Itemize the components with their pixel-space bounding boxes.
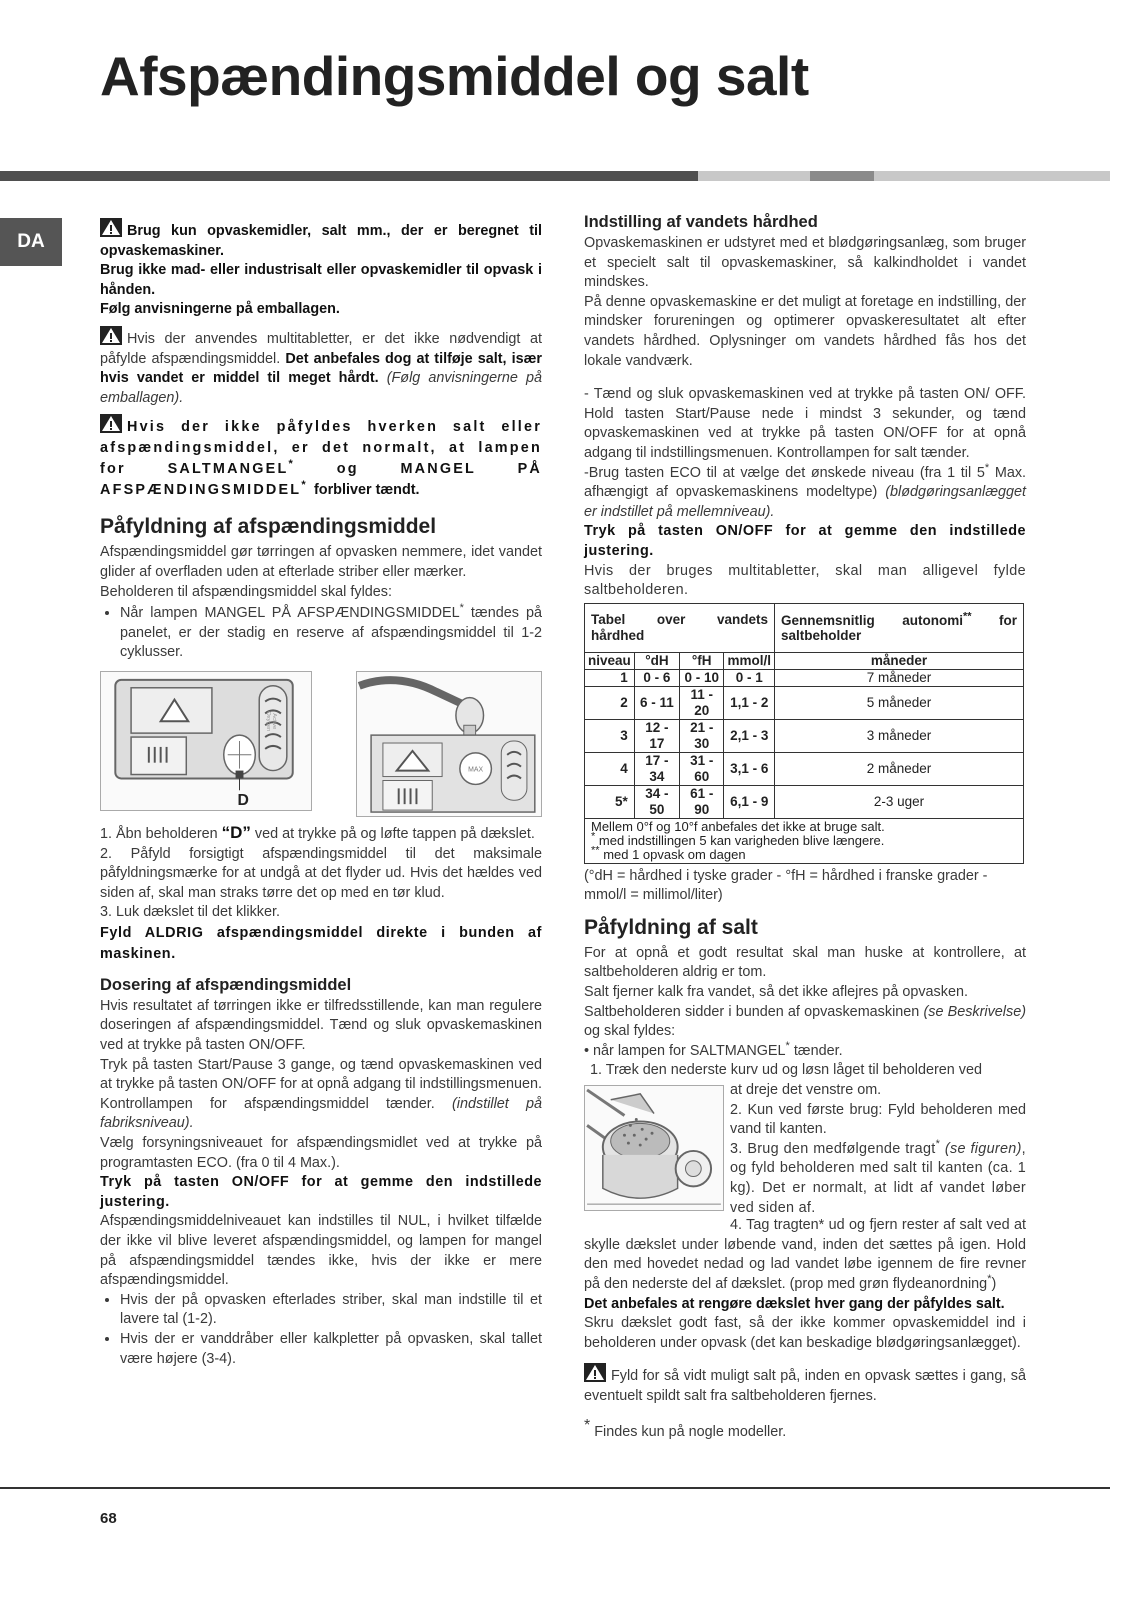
page-title: Afspændingsmiddel og salt bbox=[100, 45, 809, 107]
warning-icon bbox=[100, 414, 122, 433]
salt-paragraph-4: Skru dækslet godt fast, så der ikke kommer opvaskemiddel ind i beholderen under opvask (det kan beskadige blødgøringsanlægget). bbox=[584, 1315, 1026, 1351]
salt-step-3: 3. Brug den medfølgende tragt* (se figuren), og fyld beholderen med salt til kanten (ca. 1 kg). Det er normalt, at lidt af vandet løber ved siden af. bbox=[730, 1138, 1026, 1216]
warning-3: Hvis der ikke påfyldes hverken salt eller afspændingsmiddel, er det normalt, at lampen for SALTMANGEL* og MANGEL PÅ AFSPÆNDINGSMIDDEL* forbliver tændt. bbox=[100, 414, 542, 501]
rinse-aid-figures bbox=[100, 671, 542, 817]
dose-paragraph-3: Vælg forsyningsniveauet for afspændingsmidlet ved at trykke på programtasten ECO. (fra 0 til 4 Max.). bbox=[100, 1135, 542, 1171]
salt-lamp-item: • når lampen for SALTMANGEL* tænder. bbox=[584, 1040, 843, 1059]
dispenser-figure bbox=[100, 671, 312, 811]
left-column bbox=[100, 218, 542, 1369]
table-row: 1 0 - 6 0 - 10 0 - 1 7 måneder bbox=[585, 669, 1024, 686]
warning-1: Brug kun opvaskemidler, salt mm., der er beregnet til opvaskemaskiner. bbox=[100, 218, 542, 261]
table-row: 5* 34 - 50 61 - 90 6,1 - 9 2-3 uger bbox=[585, 785, 1024, 818]
step-3: 3. Luk dækslet til det klikker. bbox=[100, 904, 280, 921]
table-row: 2 6 - 11 11 - 20 1,1 - 2 5 måneder bbox=[585, 686, 1024, 719]
heading-water-hardness: Indstilling af vandets hårdhed bbox=[584, 213, 818, 231]
warning-2: Hvis der anvendes multitabletter, er det ikke nødvendigt at påfylde afspændingsmiddel. Det anbefales dog at tilføje salt, især hvis vandet er middel til meget hårdt. (Følg anvisningerne på emballagen). bbox=[100, 326, 542, 408]
table-header-row: niveau °dH °fH mmol/l måneder bbox=[585, 652, 1024, 669]
warning-icon bbox=[100, 218, 122, 237]
oxygen-label: Oxygen bbox=[265, 711, 272, 732]
hard-paragraph-1: Opvaskemaskinen er udstyret med et blødgøringsanlæg, som bruger et specielt salt til opvaskemaskiner, så kalkindholdet i vandet mindskes. bbox=[584, 235, 1026, 291]
fill-list bbox=[100, 604, 542, 663]
dose-list bbox=[100, 1291, 542, 1369]
never-warning: Fyld ALDRIG afspændingsmiddel direkte i bunden af maskinen. bbox=[100, 924, 542, 962]
warning-icon bbox=[100, 326, 122, 345]
salt-step-1: 1. Træk den nederste kurv ud og løsn låget til beholderen ved bbox=[590, 1062, 982, 1079]
max-mark: MAX bbox=[468, 766, 484, 774]
figure-label-d: D bbox=[237, 791, 249, 809]
salt-step-2: 2. Kun ved første brug: Fyld beholderen med vand til kanten. bbox=[730, 1101, 1026, 1138]
language-tab: DA bbox=[0, 218, 62, 266]
page-number: 68 bbox=[100, 1510, 117, 1527]
dose-paragraph-1: Hvis resultatet af tørringen ikke er tilfredsstillende, kan man regulere doseringen af afspændingsmiddel. Tænd og sluk opvaskemaskinen ved at trykke på tasten ON/OFF. bbox=[100, 997, 542, 1054]
dispenser-open-figure bbox=[356, 671, 542, 817]
table-caption: Tabel over vandets hårdhed bbox=[585, 603, 775, 652]
warning-1-line2: Brug ikke mad- eller industrisalt eller opvaskemidler til opvask i hånden. bbox=[100, 262, 542, 298]
list-item: • Hvis der er vanddråber eller kalkpletter på opvasken, skal tallet være højere (3-4). bbox=[120, 1330, 542, 1369]
list-item: • Når lampen MANGEL PÅ AFSPÆNDINGSMIDDEL* tændes på panelet, er der stadig en reserve af afspændingsmiddel til 1-2 cyklusser. bbox=[120, 604, 542, 663]
right-column bbox=[584, 213, 1027, 1407]
hard-paragraph-2: På denne opvaskemaskine er det muligt at foretage en indstilling, der mindsker forureningen og optimerer opvaskeresultatet alt efter vandets hårdhed. Oplysninger om vandets hårdhed fås hos det lokale vandværk. bbox=[584, 293, 1026, 369]
salt-paragraph-2: Salt fjerner kalk fra vandet, så det ikke aflejres på opvasken. bbox=[584, 984, 968, 1001]
hard-paragraph-3: - Tænd og sluk opvaskemaskinen ved at trykke på tasten ON/ OFF. Hold tasten Start/Pause nede i mindst 3 sekunder, og tænd opvaskemaskinen ved at trykke på tasten ON/OFF for at opnå adgang til indstillingsmenuen. Kontrollampen for salt tænder. bbox=[584, 386, 1026, 461]
table-row: 3 12 - 17 21 - 30 2,1 - 3 3 måneder bbox=[585, 719, 1024, 752]
list-item: • Hvis der på opvasken efterlades striber, skal man indstille til et lavere tal (1-2). bbox=[120, 1291, 542, 1330]
salt-steps bbox=[584, 1061, 1026, 1294]
heading-fill-rinse-aid: Påfyldning af afspændingsmiddel bbox=[100, 515, 437, 539]
salt-paragraph-1: For at opnå et godt resultat skal man huske at kontrollere, at saltbeholderen aldrig er tom. bbox=[584, 944, 1026, 981]
salt-funnel-figure bbox=[584, 1085, 724, 1211]
step-2: 2. Påfyld forsigtigt afspændingsmiddel til det maksimale påfyldningsmærke for at undgå at det flyder ud. Hvis det hældes ved siden af, skal man straks tørre det op med en tør klud. bbox=[100, 845, 542, 901]
salt-paragraph-3: Saltbeholderen sidder i bunden af opvaskemaskinen (se Beskrivelse) og skal fyldes: bbox=[584, 1003, 1027, 1040]
salt-clean-advice: Det anbefales at rengøre dækslet hver gang der påfyldes salt. bbox=[584, 1295, 1005, 1312]
warning-1-line3: Følg anvisningerne på emballagen. bbox=[100, 301, 340, 318]
heading-dosing: Dosering af afspændingsmiddel bbox=[100, 975, 352, 994]
active-label: Active bbox=[271, 713, 278, 730]
dose-paragraph-4: Afspændingsmiddelniveauet kan indstilles til NUL, i hvilket tilfælde der ikke vil blive leveret afspændingsmiddel, og lampen for mangel på afspændingsmiddel tændes ikke, hvis der ikke er mere afspændingsmiddel. bbox=[100, 1213, 542, 1289]
hard-paragraph-4: -Brug tasten ECO til at vælge det ønskede niveau (fra 1 til 5* Max. afhængigt af opvaskemaskinens modeltype) (blødgøringsanlægget er indstillet på mellemniveau). bbox=[584, 461, 1027, 520]
footnote: * Findes kun på nogle modeller. bbox=[584, 1417, 787, 1440]
table-notes: Mellem 0°f og 10°f anbefales det ikke at bruge salt. * med indstillingen 5 kan varigheden blive længere. ** med 1 opvask om dagen bbox=[585, 818, 1024, 863]
warning-icon bbox=[584, 1363, 606, 1382]
fill-paragraph-1: Afspændingsmiddel gør tørringen af opvasken nemmere, idet vandet glider af overfladen uden at efterlade striber eller mærker. bbox=[100, 544, 542, 580]
step-1: 1. Åbn beholderen “D” ved at trykke på og løfte tappen på dækslet. bbox=[100, 822, 535, 842]
fill-paragraph-2: Beholderen til afspændingsmiddel skal fyldes: bbox=[100, 583, 392, 600]
hard-save: Tryk på tasten ON/OFF for at gemme den indstillede justering. bbox=[584, 523, 1026, 559]
footer-rule bbox=[0, 1487, 1110, 1489]
table-autonomy-header: Gennemsnitlig autonomi** for saltbeholder bbox=[774, 603, 1023, 652]
hard-paragraph-5: Hvis der bruges multitabletter, skal man alligevel fylde saltbeholderen. bbox=[584, 562, 1026, 599]
header-bar bbox=[0, 171, 1110, 181]
dose-save: Tryk på tasten ON/OFF for at gemme den indstillede justering. bbox=[100, 1174, 542, 1210]
salt-warning: Fyld for så vidt muligt salt på, inden en opvask sættes i gang, så eventuelt spildt salt fra saltbeholderen fjernes. bbox=[584, 1363, 1026, 1406]
heading-fill-salt: Påfyldning af salt bbox=[584, 915, 758, 939]
dose-paragraph-2: Tryk på tasten Start/Pause 3 gange, og tænd opvaskemaskinen ved at trykke på tasten ON/OFF for at opnå adgang til indstillingsmenuen. Kontrollampen for afspændingsmiddel tænder. (indstillet på fabriksniveau). bbox=[100, 1056, 542, 1132]
salt-step-1b: at dreje det venstre om. bbox=[730, 1082, 882, 1099]
salt-step-4: 4. Tag tragten* ud og fjern rester af salt ved at skylle dækslet under løbende vand, inden det sættes på igen. Hold den med hovedet nedad og lad vandet løbe igennem de fire revner på den nederste del af dækslet. (prop med grøn flydeanordning*) bbox=[584, 1217, 1026, 1292]
hardness-table bbox=[584, 603, 1024, 864]
table-row: 4 17 - 34 31 - 60 3,1 - 6 2 måneder bbox=[585, 752, 1024, 785]
units-note: (°dH = hårdhed i tyske grader - °fH = hårdhed i franske grader - mmol/l = millimol/liter) bbox=[584, 867, 988, 904]
